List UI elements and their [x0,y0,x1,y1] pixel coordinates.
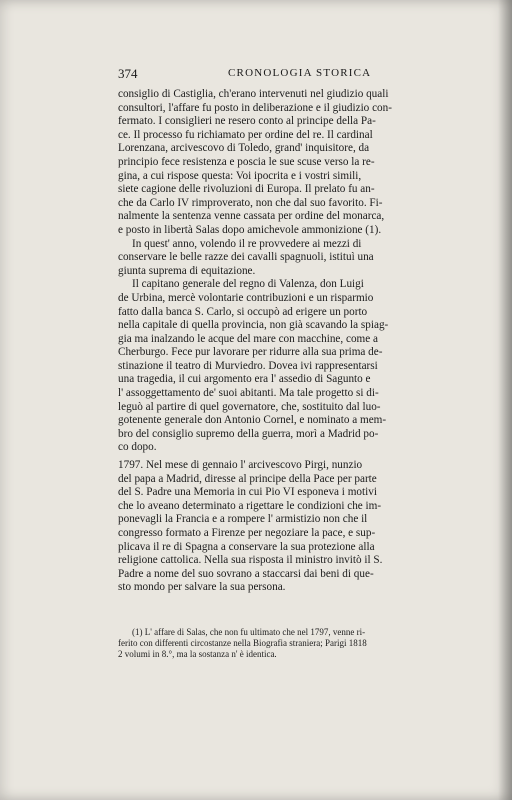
text-line: una tragedia, il cui argomento era l' assedio di Sagunto e [118,373,371,386]
text-line: ce. Il processo fu richiamato per ordine del re. Il cardinal [118,128,373,141]
text-line: de Urbina, mercè volontarie contribuzioni e un risparmio [118,291,374,304]
text-line: co dopo. [118,441,157,454]
text-line: l' assoggettamento de' suoi abitanti. Ma tale progetto si di- [118,387,379,400]
page-spine-shadow [498,0,512,800]
text-line: leguò al partire di quel governatore, che, sostituito dal luo- [118,400,381,413]
text-line: che lo aveano determinato a rigettare le condizioni che im- [118,499,382,512]
text-line: religione cattolica. Nella sua risposta il ministro invitò il S. [118,554,383,567]
text-line: siete cagione delle rivoluzioni di Europa. Il prelato fu an- [118,183,375,196]
text-line: giunta suprema di equitazione. [118,264,256,277]
text-line: congresso formato a Firenze per negoziare la pace, e sup- [118,527,376,539]
text-line: principio fece resistenza e poscia le sue scuse verso la re- [118,155,375,168]
text-line: gina, a cui rispose questa: Voi ipocrita e i vostri simili, [118,169,362,182]
text-line: ponevagli la Francia e a rompere l' armistizio non che il [118,513,368,526]
footnote-line: 2 volumi in 8.°, ma la sostanza n' è identica. [118,649,277,659]
text-line: Il capitano generale del regno di Valenza, don Luigi [132,278,364,291]
page-header [118,66,408,82]
text-line: conservare le belle razze dei cavalli spagnuoli, istituì una [118,251,374,264]
text-line: stinazione il teatro di Murviedro. Dovea ivi rappresentarsi [118,359,378,372]
text-line: Padre a nome del suo sovrano a staccarsi dai beni di que- [118,567,374,580]
text-line: nalmente la sentenza venne cassata per ordine del monarca, [118,210,385,223]
text-line: consiglio di Castiglia, ch'erano intervenuti nel giudizio quali [118,88,389,100]
body-text [118,88,408,595]
footnote-line: ferito con differenti circostanze nella Biografia straniera; Parigi 1818 [118,638,367,648]
text-line: plicava il re di Spagna a conservare la sua protezione alla [118,540,375,553]
page-number: 374 [118,66,138,81]
text-line: fatto dalla banca S. Carlo, si occupò ad erigere un porto [118,305,368,318]
text-line: gia ma inalzando le acque del mare con macchine, come a [118,332,378,345]
text-line: consultori, l'affare fu posto in deliberazione e il giudizio con- [118,101,392,114]
text-line: nella capitale di quella provincia, non già scavando la spiag- [118,319,389,332]
text-line: In quest' anno, volendo il re provvedere ai mezzi di [132,237,362,250]
text-line: gotenente generale don Antonio Cornel, e nominato a mem- [118,414,387,427]
text-line: fermato. I consiglieri ne resero conto al principe della Pa- [118,115,376,128]
text-line: Lorenzana, arcivescovo di Toledo, grand' inquisitore, da [118,142,370,155]
footnote [118,627,408,660]
text-line: del S. Padre una Memoria in cui Pio VI esponeva i motivi [118,486,377,499]
text-line: e posto in libertà Salas dopo amichevole ammonizione (1). [118,223,382,236]
text-line: 1797. Nel mese di gennaio l' arcivescovo Pirgi, nunzio [118,459,363,472]
running-title: CRONOLOGIA STORICA [228,67,372,79]
text-line: sto mondo per salvare la sua persona. [118,581,286,594]
footnote-line: (1) L' affare di Salas, che non fu ultimato che nel 1797, venne ri- [132,627,366,637]
text-line: che da Carlo IV rimproverato, non che dal suo favorito. Fi- [118,196,383,209]
text-line: del papa a Madrid, diresse al principe della Pace per parte [118,472,377,485]
text-line: bro del consiglio supremo della guerra, morì a Madrid po- [118,427,379,440]
text-line: Cherburgo. Fece pur lavorare per ridurre alla sua prima de- [118,346,383,359]
